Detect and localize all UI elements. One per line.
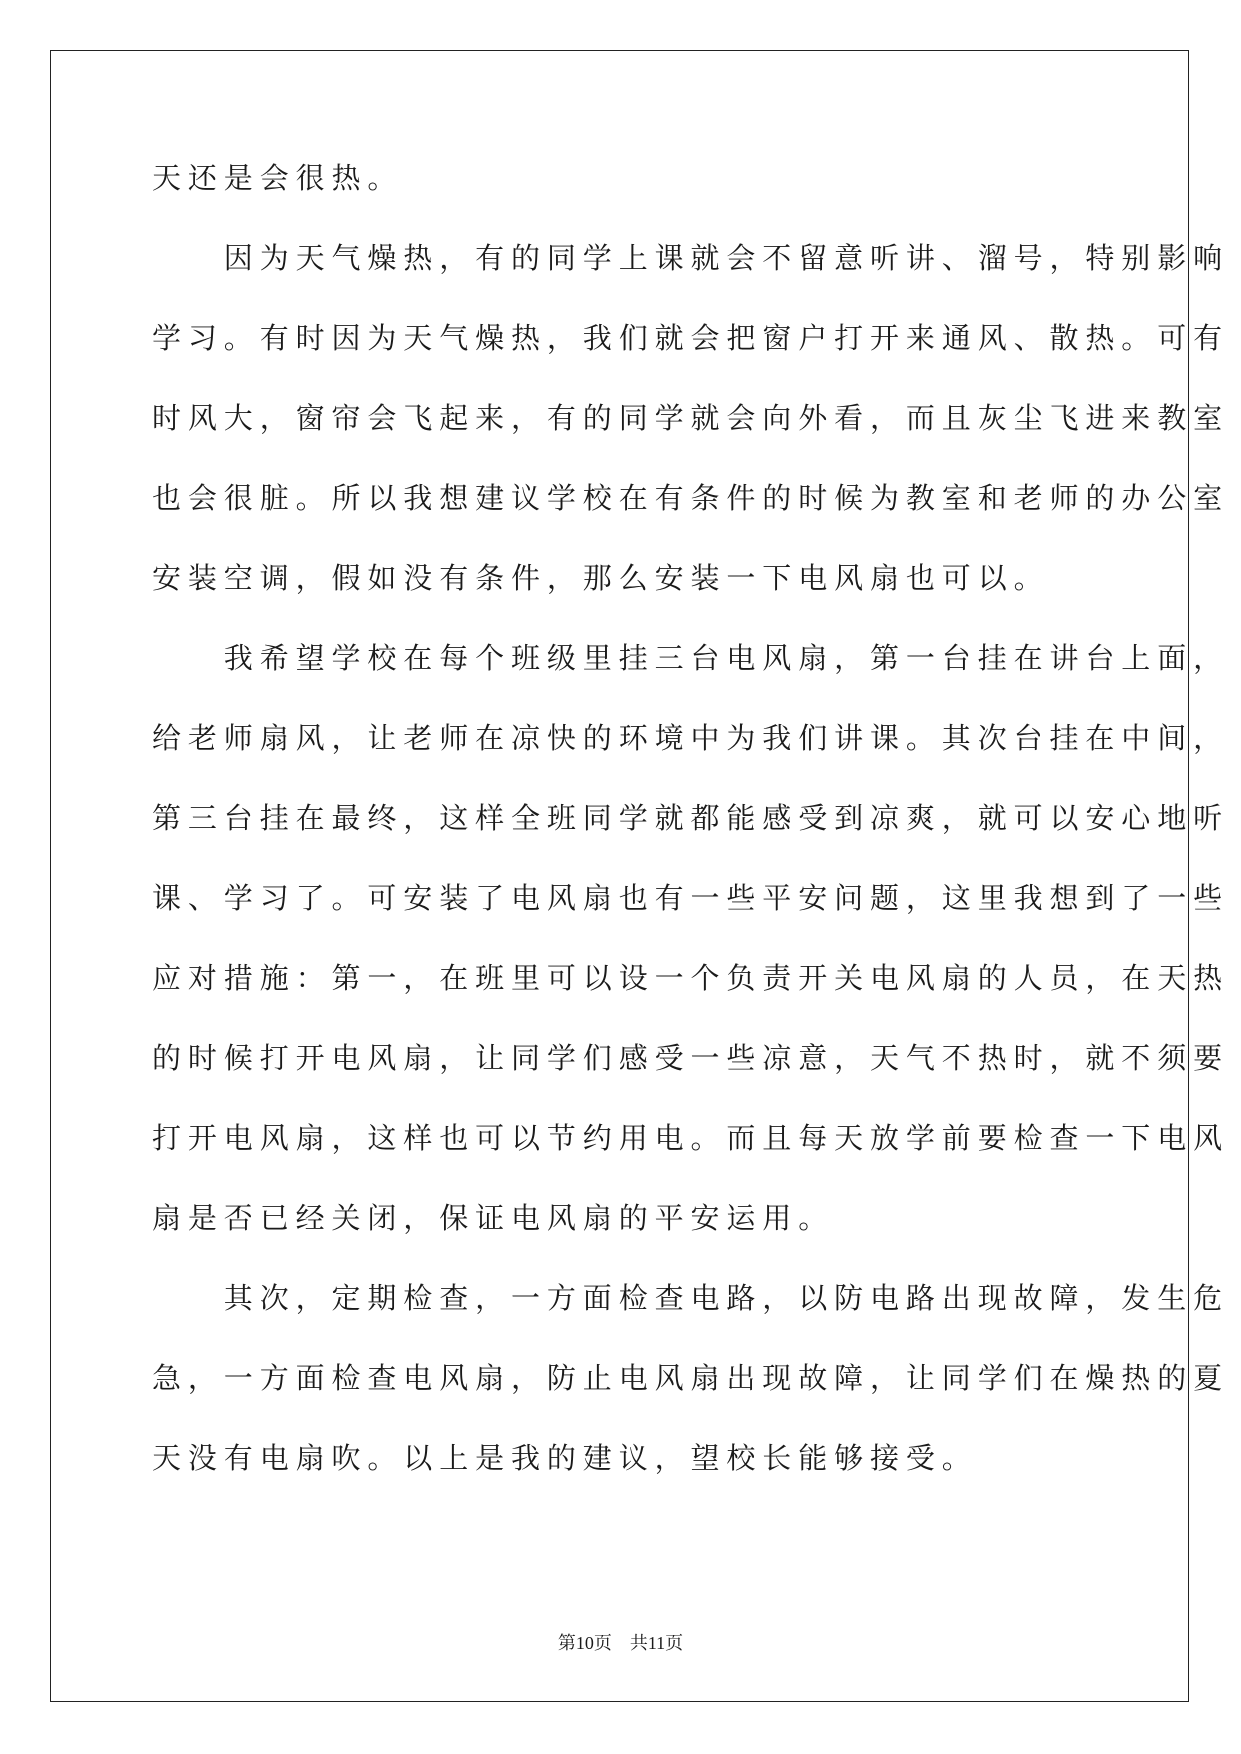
paragraph-1-line: 学习。有时因为天气燥热，我们就会把窗户打开来通风、散热。可有 xyxy=(152,321,1230,355)
paragraph-2-line: 我希望学校在每个班级里挂三台电风扇，第一台挂在讲台上面， xyxy=(152,641,1230,675)
paragraph-3-line: 其次，定期检查，一方面检查电路，以防电路出现故障，发生危 xyxy=(152,1281,1230,1315)
paragraph-2-line: 应对措施：第一，在班里可以设一个负责开关电风扇的人员，在天热 xyxy=(152,961,1230,995)
paragraph-1-line: 安装空调，假如没有条件，那么安装一下电风扇也可以。 xyxy=(152,561,1050,595)
paragraph-1-line: 也会很脏。所以我想建议学校在有条件的时候为教室和老师的办公室 xyxy=(152,481,1230,515)
paragraph-2-line: 的时候打开电风扇，让同学们感受一些凉意，天气不热时，就不须要 xyxy=(152,1041,1230,1075)
paragraph-3-line: 天没有电扇吹。以上是我的建议，望校长能够接受。 xyxy=(152,1441,978,1475)
paragraph-1-line: 因为天气燥热，有的同学上课就会不留意听讲、溜号，特别影响 xyxy=(152,241,1230,275)
paragraph-3-line: 急，一方面检查电风扇，防止电风扇出现故障，让同学们在燥热的夏 xyxy=(152,1361,1230,1395)
text-line: 天还是会很热。 xyxy=(152,161,404,195)
paragraph-2-line: 扇是否已经关闭，保证电风扇的平安运用。 xyxy=(152,1201,835,1235)
paragraph-2-line: 课、学习了。可安装了电风扇也有一些平安问题，这里我想到了一些 xyxy=(152,881,1230,915)
paragraph-2-line: 给老师扇风，让老师在凉快的环境中为我们讲课。其次台挂在中间， xyxy=(152,721,1230,755)
paragraph-2-line: 第三台挂在最终，这样全班同学就都能感受到凉爽，就可以安心地听 xyxy=(152,801,1230,835)
paragraph-1-line: 时风大，窗帘会飞起来，有的同学就会向外看，而且灰尘飞进来教室 xyxy=(152,401,1230,435)
paragraph-2-line: 打开电风扇，这样也可以节约用电。而且每天放学前要检查一下电风 xyxy=(152,1121,1230,1155)
page-number-footer: 第10页 共11页 xyxy=(557,1633,684,1653)
